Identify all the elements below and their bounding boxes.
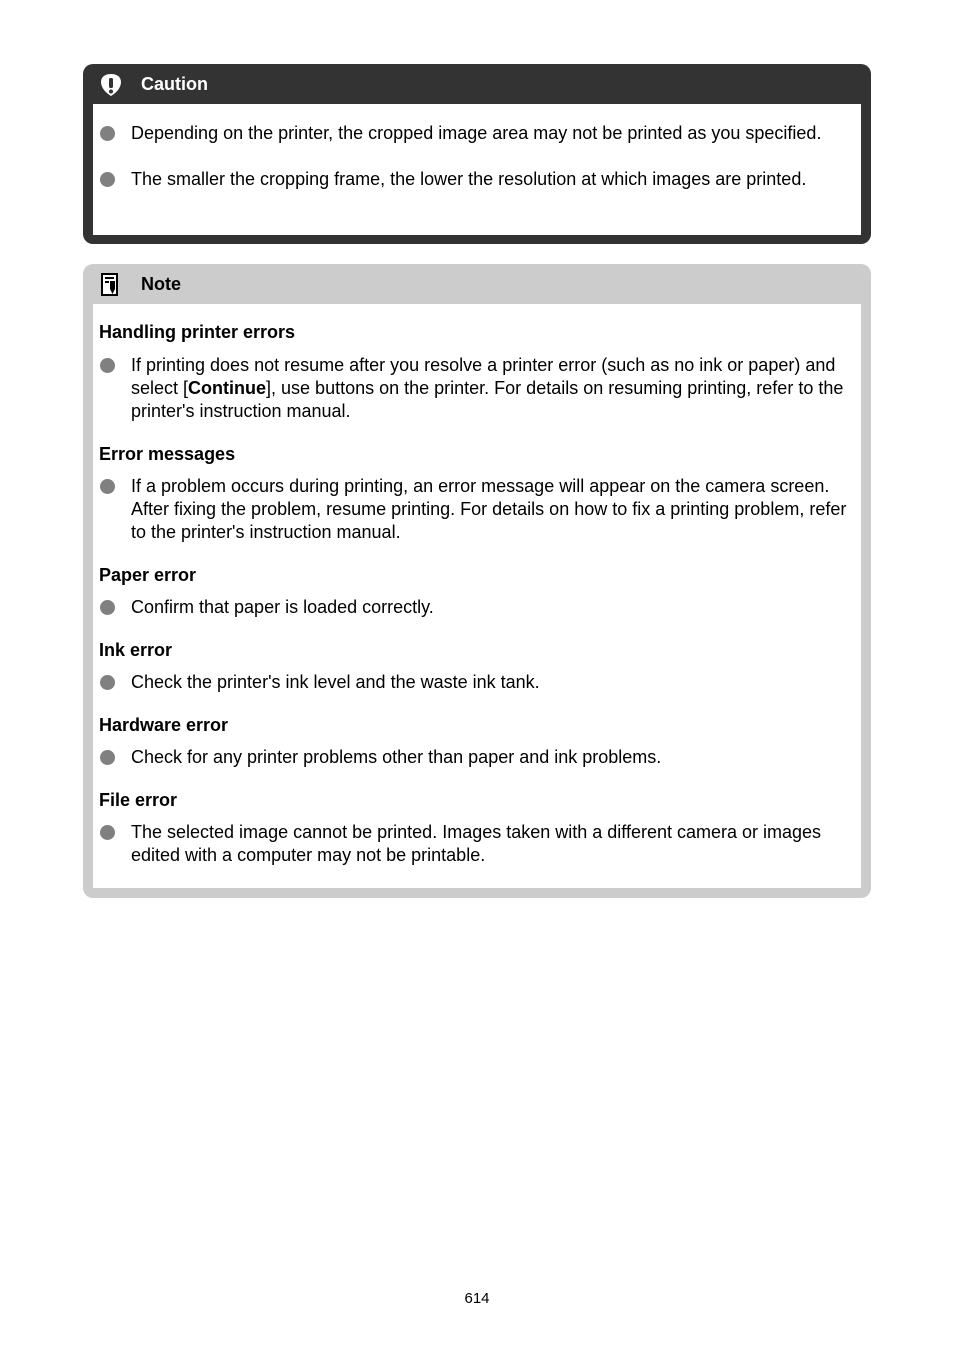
note-box — [83, 264, 871, 898]
caution-body — [93, 104, 861, 235]
section-heading: Paper error — [99, 565, 197, 585]
list-item-text: Check for any printer problems other than paper and ink problems. — [131, 747, 662, 767]
section-heading: Ink error — [99, 640, 173, 660]
bullet-icon — [100, 479, 115, 494]
bullet-icon — [100, 750, 115, 765]
section-heading: Handling printer errors — [99, 322, 296, 342]
exclamation-shield-icon — [99, 73, 123, 97]
list-item-text: Depending on the printer, the cropped image area may not be printed as you specified. — [131, 123, 822, 143]
bullet-icon — [100, 358, 115, 373]
list-item-text — [131, 354, 851, 423]
note-icon — [99, 273, 123, 297]
bullet-icon — [100, 600, 115, 615]
page-number: 614 — [464, 1290, 490, 1307]
caution-title: Caution — [141, 74, 208, 94]
note-title: Note — [141, 274, 181, 294]
list-item-text: The selected image cannot be printed. Images taken with a different camera or images edited with a computer may not be printable. — [131, 822, 822, 865]
bullet-icon — [100, 825, 115, 840]
section-heading: Error messages — [99, 444, 236, 464]
list-item-text: The smaller the cropping frame, the lower the resolution at which images are printed. — [131, 169, 807, 189]
bullet-icon — [100, 126, 115, 141]
note-header — [83, 264, 871, 304]
list-item-text: Confirm that paper is loaded correctly. — [131, 597, 434, 617]
continue-label: Continue — [188, 378, 267, 398]
section-heading: Hardware error — [99, 715, 229, 735]
list-item-text: If a problem occurs during printing, an error message will appear on the camera screen. After fixing the problem, resume printing. For details on how to fix a printing problem, refer to the printer's instruction manual. — [131, 476, 847, 542]
text-before: If printing does not resume after you resolve a printer error (such as no ink or paper) and select [ — [131, 355, 836, 398]
note-body — [93, 304, 861, 888]
caution-box — [83, 64, 871, 244]
caution-header — [83, 64, 871, 104]
list-item-text: Check the printer's ink level and the waste ink tank. — [131, 672, 540, 692]
bullet-icon — [100, 675, 115, 690]
section-heading: File error — [99, 790, 178, 810]
bullet-icon — [100, 172, 115, 187]
text-after: ], use buttons on the printer. For details on resuming printing, refer to the printer's instruction manual. — [131, 378, 844, 421]
